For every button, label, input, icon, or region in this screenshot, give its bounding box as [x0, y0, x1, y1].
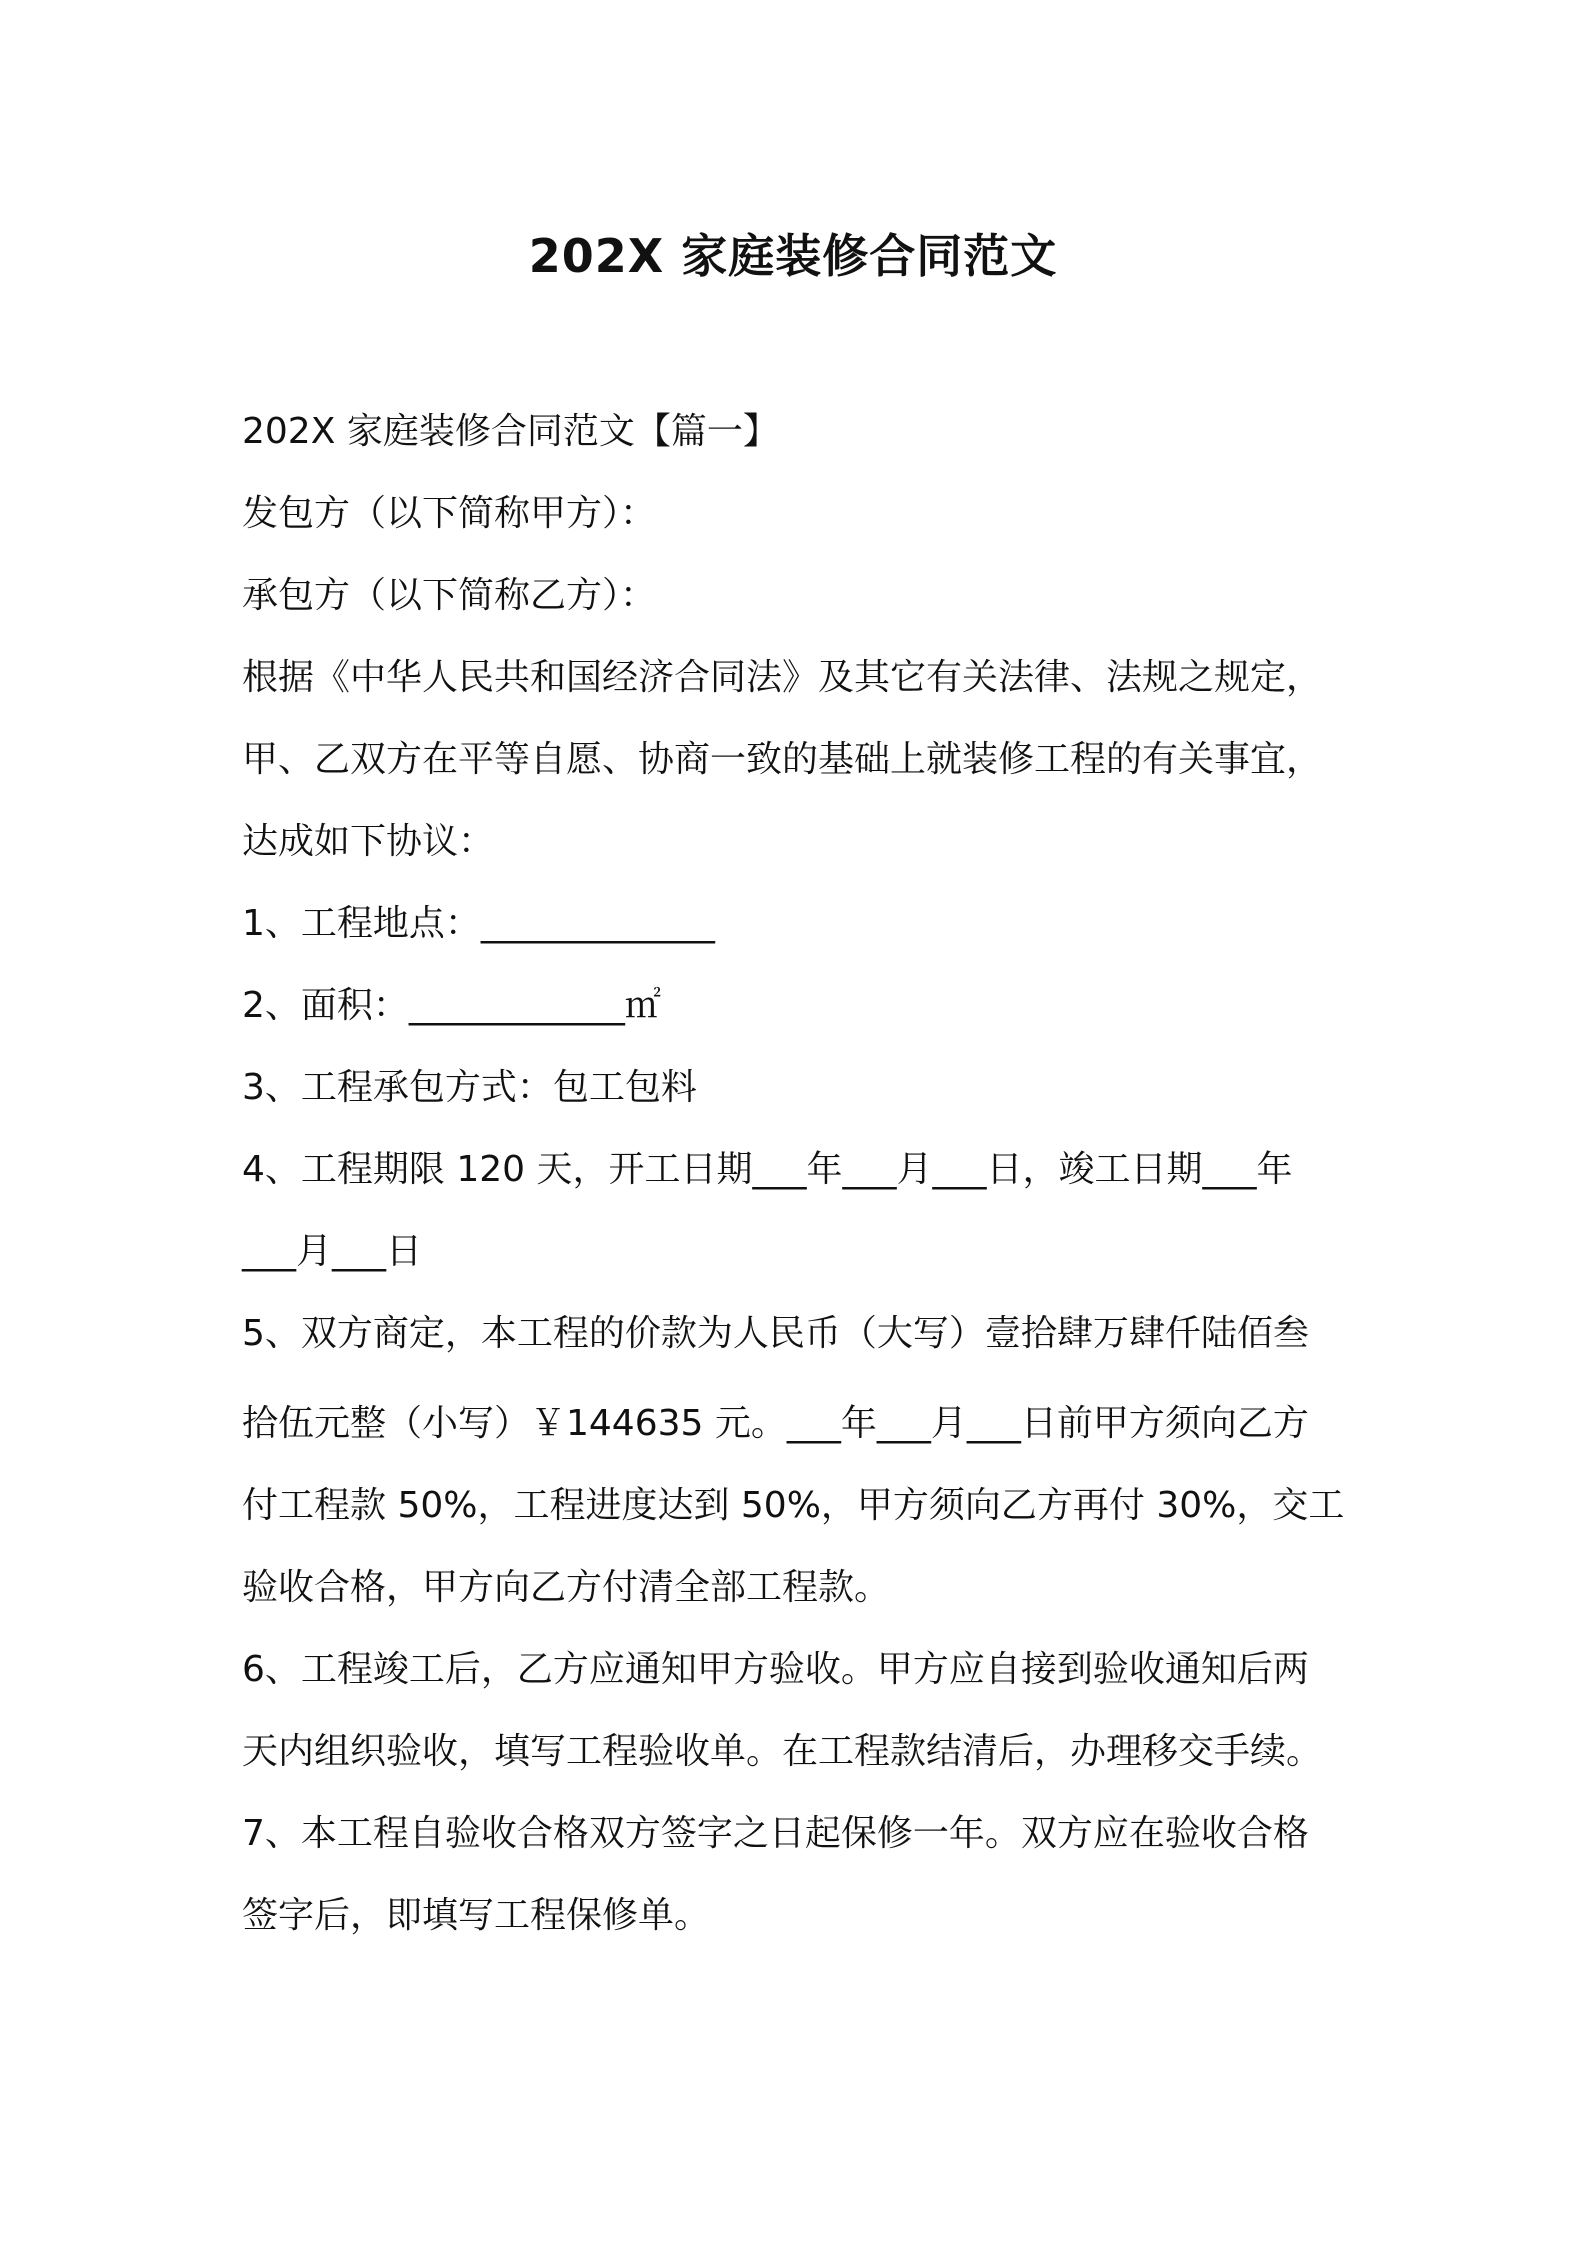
item-4-line-2: ___月___日: [242, 1231, 423, 1272]
item-7-line-2: 签字后，即填写工程保修单。: [242, 1895, 711, 1936]
item-7-line-1: 7、本工程自验收合格双方签字之日起保修一年。双方应在验收合格: [242, 1813, 1309, 1854]
preamble-line-2: 甲、乙双方在平等自愿、协商一致的基础上就装修工程的有关事宜，: [242, 739, 1323, 780]
section-heading: 202X 家庭装修合同范文【篇一】: [242, 411, 779, 452]
item-4-line-1: 4、工程期限 120 天，开工日期___年___月___日，竣工日期___年: [242, 1149, 1293, 1190]
document-title: 202X 家庭装修合同范文: [528, 229, 1058, 283]
item-5-line-2: 拾伍元整（小写）￥144635 元。___年___月___日前甲方须向乙方: [242, 1403, 1309, 1444]
item-3-method: 3、工程承包方式：包工包料: [242, 1067, 697, 1108]
item-6-line-1: 6、工程竣工后，乙方应通知甲方验收。甲方应自接到验收通知后两: [242, 1649, 1309, 1690]
item-5-line-4: 验收合格，甲方向乙方付清全部工程款。: [242, 1567, 891, 1608]
item-2-text: 2、面积：____________: [242, 985, 625, 1026]
party-b-line: 承包方（以下简称乙方）：: [242, 575, 657, 616]
document-body: [242, 402, 1352, 1946]
item-5-line-3: 付工程款 50%，工程进度达到 50%，甲方须向乙方再付 30%，交工: [242, 1485, 1345, 1526]
area-unit: ㎡: [624, 985, 661, 1026]
item-1-location: 1、工程地点：_____________: [242, 903, 715, 944]
item-6-line-2: 天内组织验收，填写工程验收单。在工程款结清后，办理移交手续。: [242, 1731, 1323, 1772]
item-5-line-1: 5、双方商定，本工程的价款为人民币（大写）壹拾肆万肆仟陆佰叁: [242, 1313, 1309, 1354]
preamble-line-3: 达成如下协议：: [242, 821, 495, 862]
party-a-line: 发包方（以下简称甲方）：: [242, 493, 657, 534]
item-2-area: [242, 976, 1352, 1036]
preamble-line-1: 根据《中华人民共和国经济合同法》及其它有关法律、法规之规定，: [242, 657, 1323, 698]
